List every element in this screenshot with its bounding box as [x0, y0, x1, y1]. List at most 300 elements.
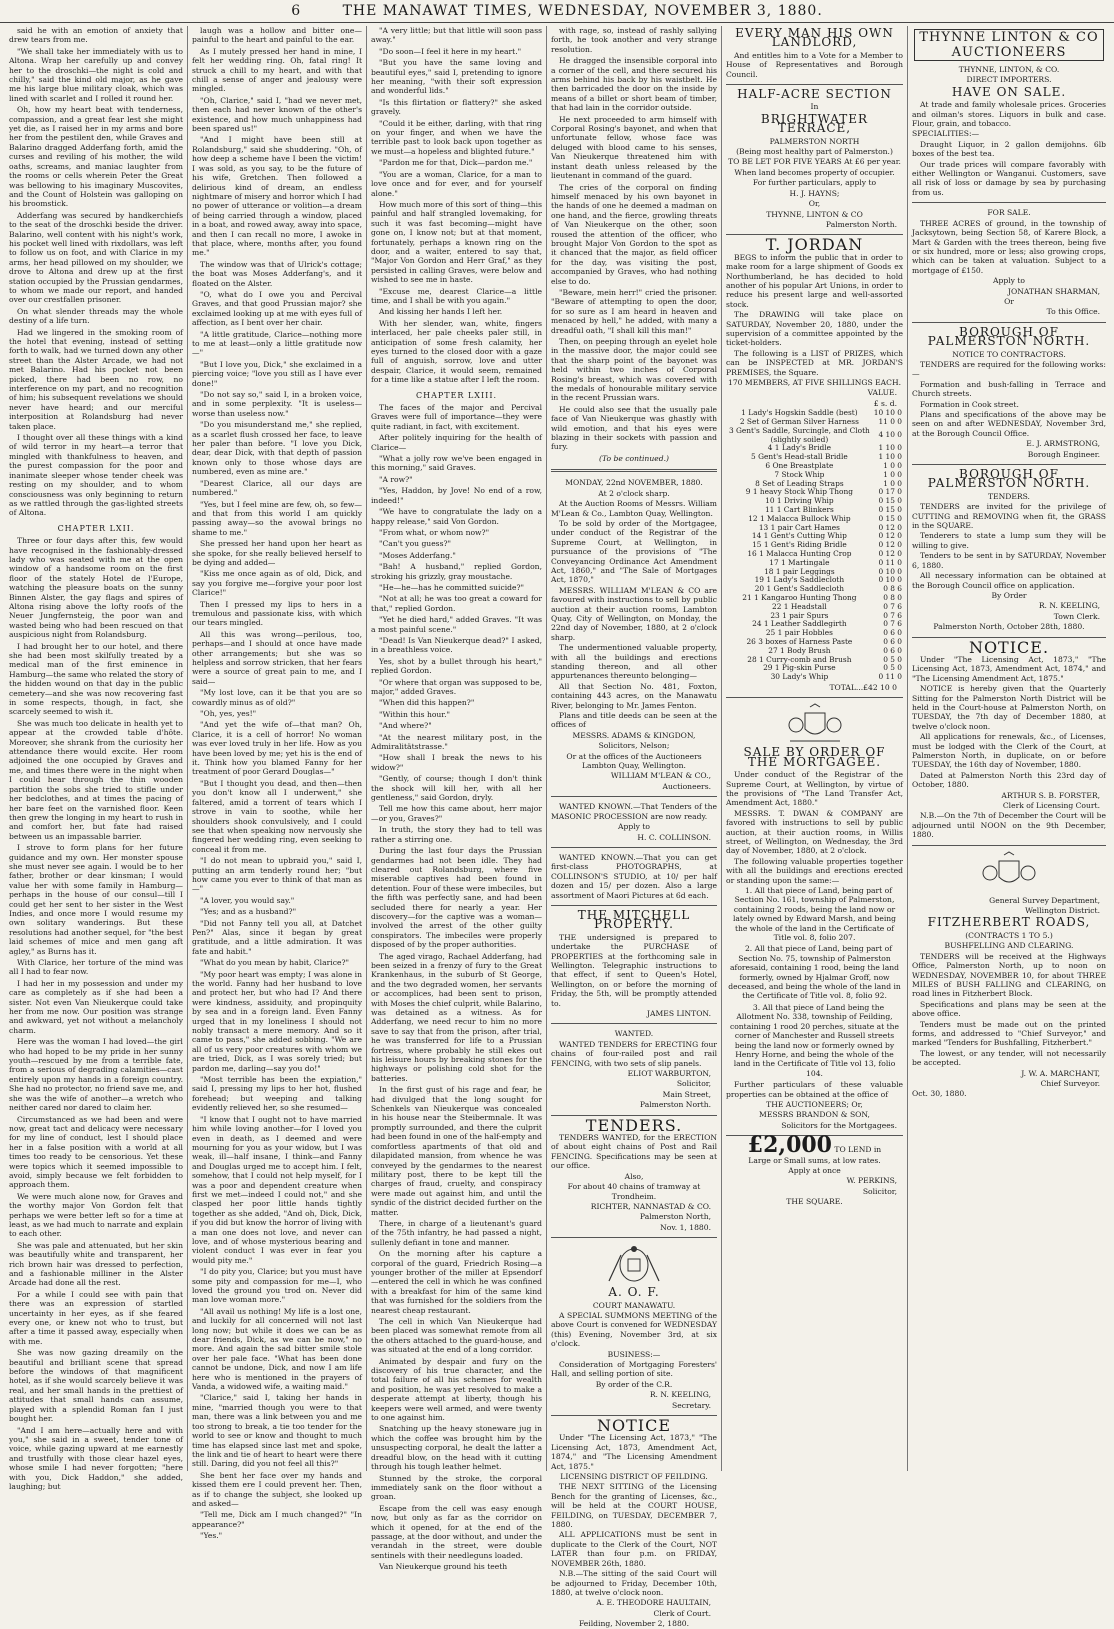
- tenders-body: TENDERS WANTED, for the ERECTION of about eight chains of Post and Rail FENCING. Specifications may be seen at our office.: [551, 1133, 717, 1171]
- story-paragraphs: [371, 26, 542, 385]
- for-sale-signature: JONATHAN SHARMAN,: [1007, 286, 1100, 296]
- paragraph: "When did this happen?": [379, 698, 475, 708]
- prize-value: 0 5 0: [883, 663, 902, 673]
- paragraph: He could also see that the usually pale face of Van Nieukerque was ghastly with wild emotion, and that his eyes were blazing in their sockets with passion and fury.: [551, 404, 717, 452]
- mortgagee-signature-2: MESSRS BRANDON & SON,: [759, 1110, 870, 1120]
- paragraph: "Most terrible has been the expiation," said I, pressing my lips to her hot, flushed forehead; but weeping and talking evidently relieved her, so she resumed—: [192, 1075, 362, 1113]
- paragraph: "Do not say so," said I, in a broken voice, and in some perplexity. "It is useless—worse than useless now.": [192, 390, 362, 418]
- borough-contractors-body-3: Formation in Cook street.: [920, 399, 1019, 409]
- thynne-body: At trade and family wholesale prices. Groceries and oilman's stores. Liquors in bulk and case. Flour, grain, and tobacco.: [912, 100, 1106, 129]
- wanted-known-title: WANTED KNOWN.—That Tenders of the MASONIC PROCESSION are now ready.: [551, 802, 717, 821]
- thynne-advert: [912, 65, 1106, 197]
- paragraph: Snatching up the heavy stoneware jug in which the coffee was brought him by the unsuspecting corporal, he dealt the latter a dreadful blow, on the head with it cutting through his tough leather helmet.: [371, 1424, 542, 1472]
- paragraph: Yes, shot by a bullet through his heart," replied Gordon.: [371, 656, 542, 676]
- paragraph: "Do you misunderstand me," she replied, as a scarlet flush crossed her face, to leave her paler than before. "I love you Dick, dear, dear Dick, with that depth of passion known only to those whose days are numbered, even as mine are.": [192, 420, 362, 477]
- licensing-notice-palmerston: [912, 637, 1106, 840]
- paragraph: "Moses Adderfang.": [379, 550, 456, 560]
- foresters-court: COURT MANAWATU.: [592, 1300, 676, 1310]
- column-1-story: [6, 26, 186, 1491]
- mortgagee-body-3: The following valuable properties together with all the buildings and erections erected or standing upon the same:—: [726, 856, 903, 885]
- paragraph: "But you have the same loving and beautiful eyes," said I, pretending to ignore her meaning, "with their soft expression and wonderful lids.": [371, 58, 542, 96]
- foresters-signature-2: Secretary.: [672, 1400, 711, 1410]
- prize-row: [726, 673, 903, 682]
- jordan-advert: [726, 235, 903, 692]
- paragraph: With Clarice, her torture of the mind was all I had to fear now.: [9, 958, 183, 977]
- foresters-by: By order of the C.R.: [595, 1379, 673, 1389]
- borough-grass-date: Palmerston North, October 28th, 1880.: [933, 622, 1085, 632]
- paragraph: "Bah! A husband," replied Gordon, stroking his grizzly, gray moustache.: [371, 562, 542, 581]
- prize-item: 17 1 Martingale: [769, 557, 830, 567]
- borough-grass-body-3: Tenders to be sent in by SATURDAY, November 6, 1880.: [912, 551, 1106, 570]
- lend-body-2: Apply at once: [788, 1165, 841, 1175]
- prize-value: 1 0 0: [883, 469, 902, 479]
- borough-grass-body-4: All necessary information can be obtained at the Borough Council office on application.: [912, 571, 1106, 590]
- paragraph: "Dearest Clarice, all our days are numbered.": [192, 478, 362, 498]
- half-acre-body-3: For further particulars, apply to: [752, 178, 877, 188]
- divider: [551, 796, 717, 797]
- foresters-signature: R. N. KEELING,: [649, 1390, 711, 1400]
- paragraph: The faces of the major and Percival Graves were full of importance—they were quite radiant, in fact, with excitement.: [371, 403, 542, 431]
- paragraph: "Could it be either, darling, with that ring on your finger, and when we have the terrible past to look back upon together as we must—a hopeless and blighted future.": [371, 118, 542, 156]
- mitchell-advert: [551, 907, 717, 1018]
- wanted-known-line: Apply to: [618, 822, 650, 832]
- foresters-crest-icon: [599, 1243, 669, 1285]
- paragraph: Circumstanced as we had been and were now, great tact and delicacy were necessary for my line of conduct, lest I should place her in a false position with a world at all times too ready to be censorious. Yet these were topics which it seemed impossible to avoid, simply because we felt forbidden to approach them.: [9, 1114, 183, 1190]
- thynne-body-2: Draught Liquor, in 2 gallon demijohns. 6lb boxes of the best tea.: [912, 139, 1106, 159]
- paragraph: "From what, or whom now?": [379, 527, 490, 537]
- half-acre-title: HALF-ACRE SECTION: [737, 87, 892, 102]
- paragraph: "Can't you guess?": [379, 539, 452, 549]
- prize-item: 2 Set of German Silver Harness: [739, 417, 859, 427]
- paragraph: She was much too delicate in health yet to appear at the crowded table d'hôte. Moreover, she shrank from the curiosity her attendance there would excite. Her room adjoined the one occupied by Graves and me, and times there were in the night when I could hear through the thin wooden partition the sobs she tried to stifle under her bedclothes, and at times the pacing of her bare feet on the varnished floor. Keen then grew the longing in my heart to rush in and comfort her, but fate had raised between us an impassable barrier.: [9, 718, 183, 841]
- prize-value: 0 8 6: [883, 584, 902, 594]
- for-sale-or: Or: [1004, 296, 1014, 306]
- paragraph: "A row?": [379, 474, 413, 484]
- royal-arms-icon: [780, 703, 850, 745]
- prize-item: 29 1 Pig-skin Purse: [763, 663, 836, 673]
- wanted-signature-2: Solicitor,: [676, 1079, 711, 1089]
- prize-value: 11 0 0: [878, 417, 902, 427]
- thynne-sub-2: HAVE ON SALE.: [951, 84, 1067, 99]
- divider: [551, 1023, 717, 1024]
- mortgagee-signature: THE AUCTIONEERS; Or,: [766, 1099, 863, 1109]
- chapter-heading: CHAPTER LXII.: [57, 523, 135, 533]
- prize-item: 22 1 Headstall: [772, 601, 827, 611]
- chapter-heading: CHAPTER LXIII.: [415, 390, 498, 400]
- notice-signature: ARTHUR S. B. FORSTER,: [1001, 790, 1100, 800]
- paragraph: "I do not mean to upbraid you," said I, putting an arm tenderly round her; "but how came you ever to think of that man as—": [192, 856, 362, 894]
- prize-row: [726, 427, 903, 445]
- lend-signature-2: Solicitor,: [862, 1186, 897, 1196]
- survey-advert: [912, 851, 1106, 1099]
- prize-value: 0 15 0: [878, 496, 902, 506]
- continued-note: (To be continued.): [599, 453, 669, 463]
- half-acre-sub-4: (Being most healthy part of Palmerston.): [736, 147, 893, 157]
- prize-value: 0 6 0: [883, 645, 902, 655]
- paragraph: The aged virago, Rachael Adderfang, had been seized in a frenzy of fury to the Great Krankenhaus, in the suburb of St George, and the two degraded women, her servants or accomplices, had been sent to prison, with Moses the chief culprit, while Balarino, was detained as a witness. As for Adderfang, we need recur to him no more save to say that from the prison, after trial, he was transferred for life to a Prussian fortress, where probably he still ekes out his leisure hours by breaking stones for the highways or polishing cold shot for the batteries.: [371, 951, 543, 1083]
- paragraph: "Not at all; he was too great a coward for that," replied Gordon.: [371, 594, 542, 613]
- prize-item: 24 1 Leather Saddlegirth: [752, 619, 847, 629]
- divider: [726, 697, 903, 698]
- half-acre-signature-2: THYNNE, LINTON & CO: [766, 209, 863, 219]
- auction-body: At the Auction Rooms of Messrs. William M'Lean & Co., Lambton Quay, Wellington.: [551, 499, 717, 518]
- auction-date: MONDAY, 22nd NOVEMBER, 1880.: [565, 478, 703, 488]
- paragraph: After politely inquiring for the health of Clarice—: [371, 433, 542, 452]
- half-acre-signature: H. J. HAYNS;: [789, 188, 840, 198]
- prize-value: 0 12 0: [878, 531, 902, 541]
- prize-item: 11 1 Cart Blinkers: [764, 504, 834, 514]
- wanted-signature-3: Main Street,: [662, 1089, 711, 1099]
- notice-body-2: NOTICE is hereby given that the Quarterly Sitting for the Palmerston North District will be held in the Court-house at Palmerston North, on TUESDAY, the 7th day of December 1880, at twelve o'clock noon.: [912, 684, 1106, 731]
- paragraph: As I mutely pressed her hand in mine, I felt her wedding ring. Oh, fatal ring! It struck a chill to my heart, and with that chill a sense of anger and jealousy were mingled.: [192, 46, 362, 94]
- tenders-advert: [551, 1115, 717, 1232]
- column-5: [723, 26, 906, 1471]
- jordan-lsd: £ s. d.: [873, 398, 897, 408]
- prize-item: 13 1 pair Cart Hames: [758, 522, 840, 532]
- notice-body-3: All applications for renewals, &c., of Licenses, must be lodged with the Clerk of the Court, at Palmerston North, in duplicate, on or before TUESDAY, the 16th day of November, 1880.: [912, 732, 1106, 770]
- tenders-signature: RICHTER, NANNASTAD & CO.: [590, 1201, 711, 1211]
- notice-title: NOTICE.: [968, 637, 1050, 657]
- mitchell-body: THE undersigned is prepared to undertake the PURCHASE of PROPERTIES at the forthcoming sale in Wellington. Telegraphic instructions to that effect, if sent to Queen's Hotel, Wellington, on or before the morning of Friday, the 5th, will be promptly attended to.: [551, 932, 717, 1008]
- foresters-advert: [551, 1243, 717, 1410]
- wanted-signature: ELIOT WARBURTON,: [627, 1069, 711, 1079]
- page-number: 6: [291, 3, 302, 19]
- paragraph: "Clarice," said I, taking her hands in mine, "married though you were to that man, there was a link between you and me too strong to break, a tie too tender for the world to see or know and thought to much time has elapsed since last met and spoke, the link and tie of heart to heart were there still. Daring, did you not feel all this?": [192, 1393, 362, 1469]
- wanted-known-advert: [551, 802, 717, 842]
- borough-contractors-body-4: Plans and specifications of the above may be seen on and after WEDNESDAY, November 3rd, at the Borough Council Office.: [912, 410, 1106, 438]
- column-4: [548, 26, 720, 1629]
- paragraph: "How shall I break the news to his widow?": [371, 753, 542, 772]
- mortgagee-lots: [726, 886, 903, 1078]
- paragraph: The cell in which Van Nieukerque had been placed was somewhat remote from all the others attached to the guard-house, and was situated at the end of a long corridor.: [371, 1317, 542, 1355]
- prize-value: 0 12 0: [878, 548, 902, 558]
- for-sale-title: FOR SALE.: [987, 208, 1031, 218]
- paragraph: "You are a woman, Clarice, for a man to love once and for ever, and for yourself alone.": [371, 169, 542, 198]
- wanted-known-signature: H. C. COLLINSON.: [637, 832, 711, 842]
- divider: [912, 202, 1106, 203]
- royal-arms-icon: [974, 851, 1044, 893]
- paragraph: Had we lingered in the smoking room of the hotel that evening, instead of setting forth to walk, had we turned down any other street than the Alster Arcade, we had not met Balarino. Had his pocket not been picked, there had been no row, no interference on my part, and no recognition of him; his subsequent revelations we should never have heard; and our merciful interposition at Rolandsburg had never taken place.: [9, 327, 183, 431]
- thynne-title: THYNNE, LINTON, & CO.: [958, 65, 1060, 74]
- survey-sub-2: BUSHFELLING AND CLEARING.: [944, 941, 1074, 951]
- paragraph: On what slender threads may the whole destiny of a life turn.: [9, 306, 183, 326]
- paragraph: "And I might have been still at Rolandsburg," said she shuddering. "Oh, of how deep a scheme have I been the victim! I was sold, as you say, to be the future of his wife, Gretchen. Then followed a delirious kind of dream, an endless nightmare of misery and horror which I had no power of utterance or volition—a dream of being carried through a window, placed in a boat, and rowed away, away into space, and then I can recall no more, I awoke in that place, where, months after, you found me.": [192, 135, 362, 258]
- prize-item: 6 One Breastplate: [765, 461, 834, 470]
- licensing-date: Feilding, November 2, 1880.: [578, 1619, 690, 1629]
- for-sale-advert: [912, 208, 1106, 316]
- paragraph: "He—he—has he committed suicide?": [379, 582, 525, 592]
- jordan-members: 170 MEMBERS, AT FIVE SHILLINGS EACH.: [728, 378, 901, 387]
- half-acre-body-2: When land becomes property of occupier.: [734, 167, 895, 177]
- divider: [551, 1237, 717, 1238]
- masthead-title: THE MANAWAT TIMES, WEDNESDAY, NOVEMBER 3, 1880.: [342, 3, 823, 19]
- prize-value: 0 8 0: [883, 592, 902, 602]
- paragraph: In truth, the story they had to tell was rather a stirring one.: [371, 825, 542, 844]
- prize-item: 28 1 Curry-comb and Brush: [747, 654, 852, 664]
- story-paragraphs: [192, 26, 362, 537]
- auction-body-2: To be sold by order of the Mortgagee, under conduct of the Registrar of the Supreme Court, at Wellington, in pursuance of the provisions of "The Conveyancing Ordinance Act Amendment Act, 1860," and "The Sale of Mortgages Act, 1870,": [551, 518, 717, 585]
- foresters-body-2: Consideration of Mortgaging Foresters' Hall, and selling portion of site.: [551, 1359, 717, 1379]
- paragraph: "What do you mean by habit, Clarice?": [200, 958, 350, 968]
- jordan-body-2: The DRAWING will take place on SATURDAY, November 20, 1880, under the supervision of a committee appointed by the ticket-holders.: [726, 310, 903, 348]
- paragraph: Escape from the cell was easy enough now, but only as far as the corridor on which it opened, for at the end of the passage, at the door without, and under the verandah in the street, were double sentinels with their needleguns loaded.: [371, 1503, 542, 1560]
- licensing-signature-2: Clerk of Court.: [653, 1608, 711, 1618]
- prize-value: 1 10 0: [878, 443, 902, 453]
- prize-value: 0 12 0: [878, 540, 902, 550]
- story-paragraphs: [192, 539, 362, 1540]
- paragraph: "Pardon me for that, Dick—pardon me.": [379, 158, 533, 168]
- prize-item: 7 Stock Whip: [774, 469, 825, 479]
- licensing-body-2: THE NEXT SITTING of the Licensing Bench for the granting of Licenses, &c., will be held at the COURT HOUSE, FEILDING, on TUESDAY, DECEMBER 7, 1880.: [551, 1482, 717, 1530]
- paragraph: Animated by despair and fury on the discovery of his true character, and the total failure of all his schemes for wealth and position, he was yet resolved to make a desperate attempt at liberty, though his keepers were well armed, and were twenty to one against him.: [371, 1356, 542, 1423]
- prize-value: 0 10 0: [878, 566, 902, 576]
- paragraph: "I do pity you, Clarice; but you must have some pity and compassion for me—I, who loved the ground you trod on. Never did man love woman more.": [192, 1267, 362, 1305]
- auction-signature: WILLIAM M'LEAN & CO.,: [610, 771, 711, 781]
- paragraph: 3. All that piece of Land being the Allotment No. 338, township of Feilding, containing 1 rood 20 perches, situate at the corner of Manchester and Russell streets being the land now or formerly owned by Henry Horne, and being the whole of the land in the Certificate of Title vol 13, folio 104.: [729, 1002, 900, 1078]
- auction-firm-3: Or at the offices of the Auctioneers Lambton Quay, Wellington.: [566, 751, 702, 771]
- paragraph: She was now gazing dreamily on the beautiful and brilliant scene that spread before the windows of that magnificent hotel, as if she would scarcely believe it was real, and her small hands in the prettiest of attitudes that small hands can assume, played with a splendid Roman fan I just bought her.: [9, 1348, 183, 1424]
- column-2-story: [189, 26, 365, 1541]
- foresters-business: BUSINESS:—: [607, 1349, 661, 1359]
- story-paragraphs: [9, 536, 183, 1491]
- photographs-advert: [551, 853, 717, 900]
- paragraph: "At the nearest military post, in the Admiralitätstrasse.": [371, 732, 542, 752]
- column-rule: [721, 26, 722, 1471]
- column-rule: [546, 26, 547, 1471]
- paragraph: "Oh, Clarice," said I, "had we never met, then each had never known of the other's existence, and how much unhappiness had been spared us!": [192, 95, 362, 134]
- lend-signature-3: THE SQUARE.: [786, 1197, 843, 1207]
- paragraph: "My lost love, can it be that you are so cowardly minus as of old?": [192, 688, 362, 707]
- lend-amount: £2,000: [747, 1132, 832, 1159]
- auction-time: At 2 o'clock sharp.: [598, 488, 670, 498]
- borough-contractors-title: BOROUGH OF PALMERSTON NORTH.: [927, 324, 1091, 349]
- paragraph: "Beware, mein herr!" cried the prisoner. "Beware of attempting to open the door, for so sure as I am heard in heaven and menaced by hell," he added, with many a dreadful oath, "I shall kill this man!": [551, 287, 717, 335]
- thynne-body-3: Our trade prices will compare favorably with either Wellington or Wanganui. Customers, save all risk of loss or damage by sea by purchasing from us.: [912, 159, 1106, 197]
- prize-value: 1 0 0: [883, 461, 902, 470]
- prize-item: 4 1 Lady's Bridle: [767, 443, 832, 453]
- survey-signature: J. W. A. MARCHANT,: [1021, 1068, 1100, 1078]
- thynne-linton-banner: THYNNE LINTON & CO AUCTIONEERS: [914, 29, 1104, 61]
- prize-item: 8 Set of Leading Straps: [755, 478, 844, 488]
- auction-firm: MESSRS. ADAMS & KINGDON,: [572, 730, 696, 740]
- licensing-body: Under "The Licensing Act, 1873," "The Licensing Act, 1873, Amendment Act, 1874," and "The Licensing Amendment Act, 1875.": [551, 1433, 717, 1471]
- paragraph: Tell me how this came about, herr major—or you, Graves?": [371, 804, 542, 823]
- auction-body-4: All that Section No. 481, Foxton, containing 443 acres, on the Manawatu River, belonging to Mr. James Fenton.: [551, 681, 717, 710]
- half-acre-sub: In: [810, 102, 819, 112]
- divider: [551, 905, 717, 906]
- prize-item: 1 Lady's Hogskin Saddle (best): [741, 408, 858, 418]
- paragraph: "Tell me, Dick am I much changed?" "In appearance?": [192, 1510, 362, 1529]
- licensing-body-3: ALL APPLICATIONS must be sent in duplicate to the Clerk of the Court, NOT LATER than four p.m. on FRIDAY, NOVEMBER 26th, 1880.: [551, 1530, 717, 1568]
- jordan-body-3: The following is a LIST of PRIZES, which can be INSPECTED at MR. JORDAN'S PREMISES, the Square.: [726, 348, 903, 377]
- half-acre-or: Or,: [808, 199, 821, 209]
- borough-grass-title: BOROUGH OF PALMERSTON NORTH.: [927, 467, 1091, 491]
- wanted-body: WANTED TENDERS for ERECTING four chains of four-railed post and rail FENCING, with two sets of slip panels.: [551, 1039, 717, 1068]
- paragraph: "Oh, yes, yes!": [200, 709, 257, 719]
- survey-date: Oct. 30, 1880.: [912, 1089, 967, 1099]
- story-paragraphs: [551, 26, 717, 452]
- paragraph: "Yet he died hard," added Graves. "It was a most painful scene.": [371, 615, 542, 634]
- paragraph: "Yes; and as a husband?": [200, 907, 297, 917]
- divider: [912, 322, 1106, 323]
- paragraph: "A very little; but that little will soon pass away.": [371, 26, 542, 45]
- mortgagee-sale-advert: [726, 703, 903, 1130]
- paragraph: In the first gust of his rage and fear, he had divulged that the long sought for Schenkels van Nieukerque was concealed in his house near the Steibermnale. It was promptly surrounded, and there the culprit had been found in one of the half-empty and comfortless apartments of that old and dilapidated mansion, from whence he was conveyed by the gendarmes to the nearest military post, there to be kept till the charges of fraud, cruelty, and conspiracy were made out against him, and until the syndic of the district decided further on the matter.: [371, 1085, 542, 1217]
- prize-item: 25 1 pair Hobbles: [765, 628, 833, 638]
- paragraph: "Do soon—I feel it here in my heart.": [379, 46, 522, 56]
- prize-value: 0 5 0: [883, 654, 902, 664]
- paragraph: with rage, so, instead of rashly sallying forth, he took another and very strange resolution.: [551, 26, 717, 54]
- paragraph: "I know that I ought not to have married him while loving another—for I loved you even in death, as I deemed and were mourning for you as your widow, but I was weak, ill—half insane, I think—and Fanny and Douglas urged me to accept him. I felt, somehow, that I could not help myself, for I was a poor and dependent creature when first we met—indeed I could not," and she clasped her poor little hands tightly together as she added, "And oh, Dick, Dick, if you did but know the horror of living with a man one does not love, and never can love, and of whose mysterious bearing and violent conduct I was ever in fear you would pity me.": [192, 1114, 362, 1265]
- paragraph: I had her in my possession and under my care as completely as if she had been a sister. Not even Van Nieukerque could take her from me now. Our position was strange and awkward, yet not without a melancholy charm.: [9, 978, 183, 1035]
- prize-value: 4 10 0: [878, 430, 902, 440]
- column-6: [909, 26, 1109, 1471]
- survey-body-4: The lowest, or any tender, will not necessarily be accepted.: [912, 1048, 1106, 1068]
- landlord-body: And entitles him to a Vote for a Member to House of Representatives and Borough Council.: [726, 50, 903, 79]
- prize-value: 0 6 0: [883, 636, 902, 646]
- paragraph: I had brought her to our hotel, and there she had been most skilfully treated by a medical man of the first eminence in Hamburg—the same who related the story of the hidden wound on that day in the public cemetery—and she was now recovering fast in some respects, though, in fact, she scarcely seemed to wish it.: [9, 641, 183, 717]
- column-3-story: [368, 26, 545, 1572]
- paragraph: We were much alone now, for Graves and the worthy major Von Gordon felt that perhaps we were better left so for a time at least, as we had much to narrate and explain to each other.: [9, 1191, 183, 1239]
- for-sale-apply: Apply to: [993, 276, 1025, 286]
- prize-value: 0 6 0: [883, 628, 902, 638]
- mortgagee-body-2: MESSRS. T. DWAN & COMPANY are favored with instructions to sell by public auction, at their auction rooms, in Willis street, of Wellington, on Wednesday, the 3rd day of November, 1880, at 2 o'clock.: [726, 808, 903, 856]
- paragraph: "And yet the wife of—that man? Oh, Clarice, it is a cell of horror! No woman was ever loved truly in her life. How as you have been loved by me; yet his is the end of it. Think how you blamed Fanny for her treatment of poor Gerard Douglas—": [192, 720, 362, 777]
- prize-value: 0 17 0: [878, 487, 902, 497]
- prize-value: 0 7 6: [883, 619, 902, 629]
- paragraph: "Yes.": [200, 1531, 223, 1541]
- survey-body-2: Specifications and plans may be seen at the above office.: [912, 999, 1106, 1019]
- column-rule: [907, 26, 908, 1471]
- prize-value: 0 7 6: [883, 601, 902, 611]
- paragraph: "Within this hour.": [379, 709, 451, 719]
- paragraph: She pressed her hand upon her heart as she spoke, for she really believed herself to be dying and added—: [192, 539, 362, 567]
- lend-advert: [726, 1132, 903, 1207]
- paragraph: I thought over all these things with a kind of wild terror in my heart—a terror that mingled with thankfulness to heaven, and the purest compassion for the poor and inanimate sleeper whose tender cheek was resting on my shoulder, and to whom consciousness was only beginning to return as we rattled through the gas-lighted streets of Altona.: [9, 433, 183, 518]
- mitchell-signature: JAMES LINTON.: [646, 1009, 711, 1018]
- prize-item: 14 1 Gent's Cutting Whip: [751, 531, 847, 541]
- for-sale-body: THREE ACRES of ground, in the township of Jacksytown, being Section 58, of Karere Block, a Mart & Garden with the trees thereon, being five or six hundred, more or less; also growing crops, which can be taken at valuation. Subject to a mortgage of £150.: [912, 218, 1106, 275]
- survey-title: FITZHERBERT ROADS,: [927, 915, 1091, 930]
- paragraph: "All avail us nothing! My life is a lost one, and luckily for all concerned will not last long now; but while it does we can be as dear friends, Dick, as we can be now," no more. And again the sad bitter smile stole over her pale face. "What has been done cannot be undone, Dick, and now I am life here who is mentioned in the prayers of Vanda, a widowed wife, a waiting maid.": [192, 1306, 362, 1392]
- licensing-notice-feilding: [551, 1416, 717, 1629]
- notice-body-4: Dated at Palmerston North this 23rd day of October, 1880.: [912, 770, 1106, 790]
- prize-value: 0 15 0: [878, 513, 902, 523]
- borough-contractors-sub: NOTICE TO CONTRACTORS.: [952, 349, 1066, 359]
- paragraph: "Did not Fanny tell you all, at Datchet Pen?" Alas, since it began by great gratitude, and a little admiration. It was fate and habit.": [192, 918, 362, 956]
- borough-grass-advert: [912, 467, 1106, 632]
- tenders-signature-2: Palmerston North,: [639, 1212, 711, 1222]
- paragraph: I strove to form plans for her future guidance and my own. Her monster spouse she must never see again. I would be to her father, brother or dear kinsman; I would value her with some family in Hamburg—perhaps in the house of our consul—till I could get her sent to her sister in the West Indies, and once more I would resume my own solitary wanderings. But these resolutions had another sequel, for "the best laid schemes of mice and men gang aft agley," as Burns has it.: [9, 843, 183, 956]
- story-paragraphs: [371, 403, 542, 1572]
- prize-item: 16 1 Malacca Hunting Crop: [747, 548, 852, 558]
- notice-signature-2: Clerk of Licensing Court.: [1002, 801, 1100, 811]
- borough-grass-signature: R. N. KEELING,: [1038, 601, 1100, 611]
- lend-signature: W. PERKINS,: [846, 1176, 897, 1186]
- paragraph: Adderfang was secured by handkerchiefs to the seat of the droschki beside the driver. Balarino, well content with his night's work, his pocket well lined with rixdollars, was left to follow us on foot, and with Clarice in my arms, her head pillowed on my shoulder, we drove to Altona and drew up at the first station occupied by the Prussian gendarmes, to whom we made our report, and handed over our crestfallen prisoner.: [9, 210, 183, 305]
- paragraph: How much more of this sort of thing—this painful and half strangled lovemaking, for such it was fast becoming—might have gone on, I know not; but at that moment, fortunately, perhaps a known ring on the door, and a waiter, entered to say that, "Major Von Gordon and Herr Graf," as they persisted in calling Graves, were below and wished to see me in haste.: [371, 199, 542, 285]
- lend-label: TO LEND in: [834, 1145, 882, 1155]
- paragraph: "My poor heart was empty; I was alone in the world. Fanny had her husband to love and protect her, but who had I? And there were kindness, assiduity, and propinquity by sea and in a foreign land. Even Fanny urged that in my loneliness I should not nobly transact a mere memory. And so it came to pass," she added sobbing. "We are all of us very poor creatures with whom we are tried, Dick, as I was sorely tried; but pardon me, darling—say you do!": [192, 969, 362, 1073]
- paragraph: Then I pressed my lips to hers in a tremulous and passionate kiss, with which our tears mingled.: [192, 599, 362, 628]
- paragraph: "And I am here—actually here and with you," she said in a sweet, tender tone of voice, while gazing upward at me earnestly and trustfully with those clear hazel eyes, whose smile I had never forgotten; "here with you, Dick Haddon," she added, laughing; but: [9, 1425, 183, 1491]
- survey-body-3: Tenders must be made out on the printed forms, and addressed to "Chief Surveyor," and marked "Tenders for Bushfalling, Fitzherbert.": [912, 1019, 1106, 1048]
- paragraph: The cries of the corporal on finding himself menaced by his own bayonet in the hands of one he deemed a madman on one hand, and the fierce, growling threats of Van Nieukerque on the other, soon roused the attention of the officer, who brought Major Von Gordon to the spot as it chanced that the major, as field officer for the day, was visiting the post, accompanied by Graves, who had nothing else to do.: [551, 182, 717, 286]
- survey-dept: General Survey Department,: [989, 895, 1100, 905]
- prize-value: 0 11 0: [878, 557, 902, 567]
- prize-item: 3 Gent's Saddle, Surcingle, and Cloth (slightly soiled): [728, 425, 870, 444]
- paragraph: There, in charge of a lieutenant's guard of the 75th infantry, he had passed a night, sullenly defiant in tone and manner.: [371, 1218, 542, 1247]
- prize-item: 26 3 boxes of Harness Paste: [746, 636, 853, 646]
- paragraph: Then, on peeping through an eyelet hole in the massive door, the major could see that the sharp point of the bayonet was held within two inches of Corporal Rosing's breast, which was covered with the medals of honourable military service in the recent Prussian wars.: [551, 337, 717, 403]
- divider: [551, 847, 717, 848]
- paragraph: laugh was a hollow and bitter one—painful to the heart and painful to the ear.: [192, 26, 362, 45]
- prize-value: 10 10 0: [873, 408, 902, 418]
- paragraph: During the last four days the Prussian gendarmes had not been idle. They had cleared out Rolandsburg, where five miserable captives had been found in detention. Four of these were imbeciles, but the fifth was perfectly sane, and had been secluded there for nearly a year. Her discovery—for the captive was a woman—involved the arrest of the other guilty conspirators. The imbeciles were properly disposed of by the proper authorities.: [371, 846, 542, 950]
- paragraph: "Yes, but I feel mine are few, oh, so few—and that from this world I am quickly passing away—so the avowal brings no shame to me.": [192, 499, 362, 537]
- paragraph: "But I love you, Dick," she exclaimed in a piercing voice; "love you still as I have ever done!": [192, 359, 362, 388]
- mortgagee-body-4: Further particulars of these valuable properties can be obtained at the office of: [726, 1080, 903, 1099]
- prize-value: 0 11 0: [878, 672, 902, 682]
- jordan-title: T. JORDAN: [765, 235, 864, 255]
- mortgagee-body: Under conduct of the Registrar of the Supreme Court, at Wellington, by virtue of the provisions of "The Land Transfer Act, Amendment Act, 1880.": [726, 770, 903, 808]
- prize-item: 30 Lady's Whip: [770, 672, 829, 682]
- paragraph: "But I thought you dead, and then—then you don't know all I underwent," she faltered, amid a torrent of tears which I strove in vain to soothe, while her shoulders shook convulsively, and I could see that when speaking now nervously she fingered her wedding ring, even seeking to conceal it from me.: [192, 778, 362, 854]
- prize-value: 1 0 0: [883, 478, 902, 488]
- column-rule: [366, 26, 367, 1471]
- masthead: [0, 0, 1114, 23]
- prize-item: 18 1 pair Leggings: [764, 566, 835, 576]
- survey-sub: (CONTRACTS 1 TO 5.): [965, 930, 1053, 940]
- paragraph: "Dead! Is Van Nieukerque dead?" I asked, in a breathless voice.: [371, 635, 542, 655]
- prize-item: 19 1 Lady's Saddlecloth: [754, 575, 845, 585]
- paragraph: Here was the woman I had loved—the girl who had hoped to be my pride in her sunny youth—rescued by me from a terrible fate, from a serious of degrading calamities—cast entirely upon my hands in a foreign country. She had no protector, no friend save me, and she was the wife of another—a wretch who neither cared nor dared to claim her.: [9, 1037, 183, 1113]
- auction-signature-2: Auctioneers.: [662, 781, 711, 791]
- paragraph: "Or where that organ was supposed to be, major," added Graves.: [371, 677, 542, 696]
- prize-total: TOTAL...£42 10 0: [829, 682, 897, 692]
- auction-firm-2: Solicitors, Nelson;: [598, 741, 670, 751]
- paragraph: 1. All that piece of Land, being part of Section No. 161, township of Palmerston, containing 2 roods, being the land now or lately owned by Edward Marsh, and being the whole of the land in the Certificate of Title vol. 8, folio 207.: [732, 886, 897, 943]
- lend-body: Large or Small sums, at low rates.: [748, 1155, 881, 1165]
- paragraph: And kissing her hands I left her.: [379, 307, 503, 317]
- survey-body: TENDERS will be received at the Highways Office, Palmerston North, up to noon on WEDNESDAY, NOVEMBER 10, for about THREE MILES of BUSH FALLING and CLEARING, on road lines in Fitzherbert Block.: [912, 951, 1106, 999]
- prize-item: 15 1 Gent's Riding Bridle: [752, 540, 847, 550]
- paragraph: For a while I could see with pain that there was an expression of startled uncertainty in her eyes, as if she feared every one, or knew not who to trust, but after a time it passed away, especially when with me.: [9, 1289, 183, 1346]
- divider: [912, 464, 1106, 465]
- prize-value: 0 15 0: [878, 504, 902, 514]
- story-paragraphs: [9, 26, 183, 518]
- divider: [551, 469, 717, 472]
- foresters-body: A SPECIAL SUMMONS MEETING of the above Court is convened for WEDNESDAY (this) Evening, November 3rd, at six o'clock.: [551, 1310, 717, 1349]
- photographs-text: WANTED KNOWN.—That you can get first-class PHOTOGRAPHS, at COLLINSON'S STUDIO, at 10/ per half dozen and 15/ per dozen. Also a large assortment of Maori Pictures at 6d each.: [551, 852, 717, 900]
- tenders-also: Also,: [624, 1171, 644, 1181]
- landlord-advert: [726, 26, 903, 79]
- paragraph: The window was that of Ulrick's cottage; the boat was Moses Adderfang's, and it floated on the Alster.: [192, 259, 362, 288]
- paragraph: "Excuse me, dearest Clarice—a little time, and I shall be with you again.": [371, 286, 542, 305]
- paragraph: He dragged the insensible corporal into a corner of the cell, and there secured his arms behind his back by his waistbelt. He then barricaded the door on the inside by means of a billet or short beam of timber, that had lain in the corridor outside.: [551, 56, 717, 113]
- borough-grass-body: TENDERS are invited for the privilege of CUTTING and REMOVING when fit, the GRASS in the SQUARE.: [912, 502, 1106, 531]
- paragraph: She bent her face over my hands and kissed them ere I could prevent her. Then, as if to change the subject, she looked up and asked—: [192, 1470, 362, 1508]
- survey-dept-2: Wellington District.: [1025, 906, 1100, 916]
- paragraph: "A little gratitude, Clarice—nothing more to me at least—only a little gratitude now—": [192, 329, 362, 358]
- foresters-title: A. O. F.: [608, 1285, 660, 1300]
- borough-contractors-body-2: Formation and bush-falling in Terrace and Church streets.: [912, 379, 1106, 399]
- borough-grass-body-2: Tenderers to state a lump sum they will be willing to give.: [912, 531, 1106, 550]
- mortgagee-signature-3: Solicitors for the Mortgagees.: [781, 1120, 897, 1130]
- paragraph: "Is this flirtation or flattery?" she asked gravely.: [371, 97, 542, 117]
- divider: [726, 84, 903, 85]
- divider: [912, 845, 1106, 846]
